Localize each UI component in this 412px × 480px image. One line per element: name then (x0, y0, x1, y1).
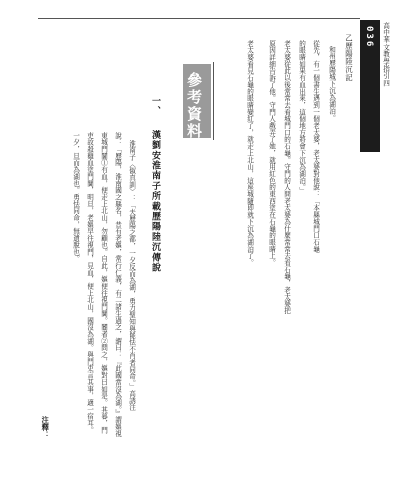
running-header: 高中華文教學指引四 (381, 22, 390, 87)
section-title: 漢劉安淮南子所載歷陽陸沉傳說 (150, 130, 160, 273)
section-number: 一、 (150, 96, 160, 117)
top-rule (38, 18, 360, 19)
quote-line: 淮南子〈俶真訓〉：「夫歷陽之都，一夕反而為湖，勇力聖知與罷怯不肖者同命。」高誘注 (127, 140, 136, 411)
story-line: 的眼睛如果有血出來，這個地方將會下沉為湖泊。」 (297, 40, 306, 195)
story-line: 從先，有一個書生遇到一個老太婆，老太婆對他說：「本縣城門口石龜 (311, 40, 320, 253)
quote-line: 吏故殺雞血塗門閫，明旦，老嫗早往視門，見血，便上北山，國沒為湖。與門吏言其事，適一宿耳。 (85, 132, 94, 434)
note-label: 注釋： (41, 416, 51, 440)
story-line: 老太婆從此以後常常去看城門口的石龜。守門的人問老太婆為什麼常常去看石龜，老太婆把 (282, 40, 291, 314)
quote-line: 東城門閫①有血，便走上北山，勿顧也。自此，嫗便往視門閫。閽者②問之，嫗對曰如是。其暮，門 (99, 132, 108, 434)
reference-heading: 參考資料 (185, 72, 203, 140)
quote-line: 一夕，旦而為湖也。勇怯同命，無遺脫也。 (71, 132, 80, 263)
page-number: 036 (364, 26, 374, 49)
story-line: 和州歷陽城下沉為湖泊。 (327, 46, 336, 122)
quote-line: 說：「歷陽，淮南國之縣名，昔有老嫗，常行仁義，有二諸生過之，謂曰：『此國當沒為湖。』謂嫗視 (113, 132, 122, 437)
heading-side-rule (213, 62, 214, 140)
story-line: 原因詳細告訴了他。守門人戲弄了她，就用紅色的東西塗在石龜的眼睛上。 (267, 40, 276, 267)
story-line: 老太婆看見石龜的眼睛變紅了，就走上北山，這座城隨即就下沉為湖泊了。 (245, 40, 254, 267)
subsection-title: 乙歷陽陸沉記 (344, 34, 354, 82)
